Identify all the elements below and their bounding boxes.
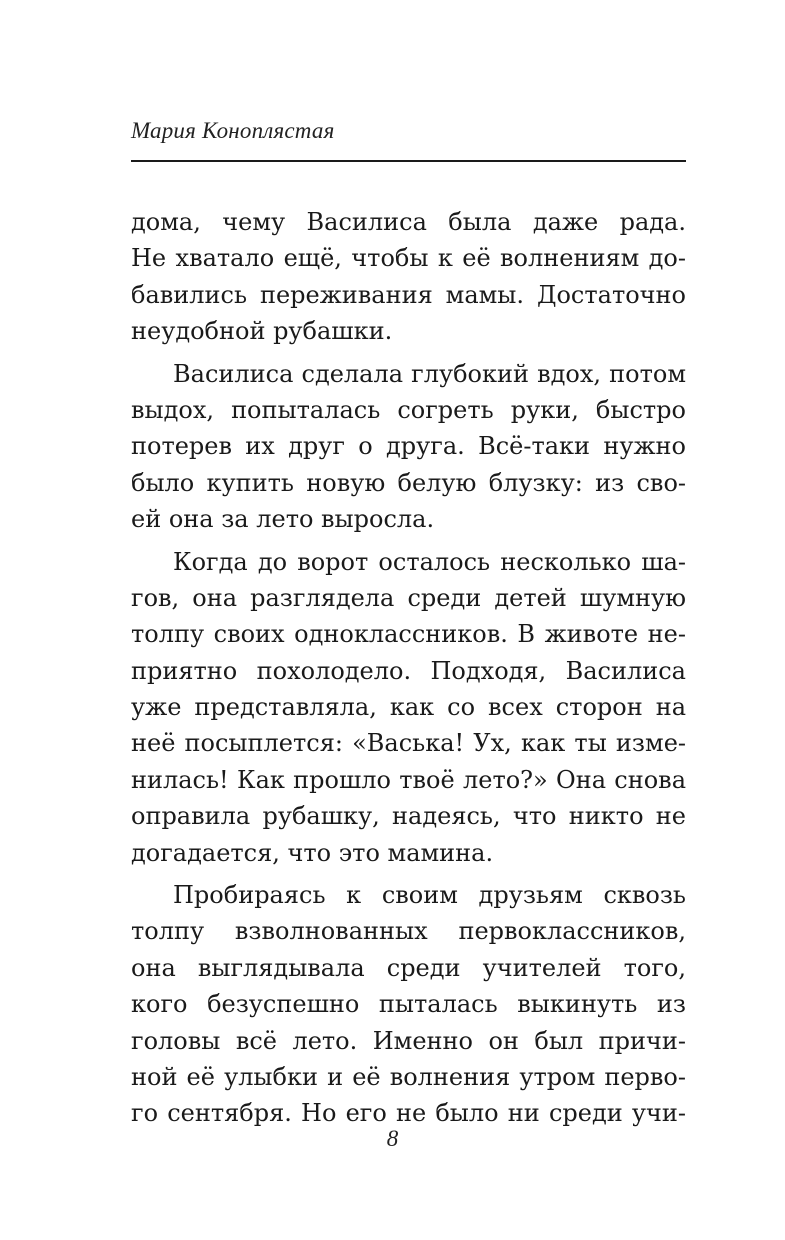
text-line: оправила рубашку, надеясь, что никто не bbox=[131, 802, 686, 831]
text-line: Когда до ворот осталось несколько ша- bbox=[173, 547, 686, 576]
text-line: гов, она разглядела среди детей шумную bbox=[131, 583, 686, 612]
text-line: уже представляла, как со всех сторон на bbox=[131, 693, 686, 722]
paragraph bbox=[131, 544, 686, 872]
text-line: неё посыплется: «Васька! Ух, как ты изме- bbox=[131, 729, 686, 758]
text-line: Василиса сделала глубокий вдох, потом bbox=[173, 359, 686, 388]
paragraph bbox=[131, 204, 686, 350]
text-line: ной её улыбки и её волнения утром перво- bbox=[131, 1062, 686, 1091]
text-line: кого безуспешно пыталась выкинуть из bbox=[131, 990, 686, 1019]
text-line: толпу взволнованных первоклассников, bbox=[131, 917, 686, 946]
paragraph bbox=[131, 356, 686, 538]
text-line: было купить новую белую блузку: из сво- bbox=[131, 468, 686, 497]
text-line: нилась! Как прошло твоё лето?» Она снова bbox=[131, 765, 686, 794]
text-line: дома, чему Василиса была даже рада. bbox=[131, 208, 686, 236]
paragraph bbox=[131, 877, 686, 1132]
text-line: неудобной рубашки. bbox=[131, 317, 393, 346]
text-line: Пробираясь к своим друзьям сквозь bbox=[173, 881, 686, 910]
text-line: го сентября. Но его не было ни среди учи- bbox=[131, 1099, 686, 1128]
header-rule bbox=[131, 160, 686, 162]
text-line: ей она за лето выросла. bbox=[131, 505, 435, 534]
text-line: головы всё лето. Именно он был причи- bbox=[131, 1026, 686, 1055]
text-line: толпу своих одноклассников. В животе не- bbox=[131, 620, 686, 649]
running-head-author: Мария Коноплястая bbox=[131, 118, 335, 143]
text-line: потерев их друг о друга. Всё-таки нужно bbox=[131, 432, 686, 461]
page-number: 8 bbox=[386, 1126, 399, 1151]
text-line: приятно похолодело. Подходя, Василиса bbox=[131, 656, 686, 685]
text-line: выдох, попыталась согреть руки, быстро bbox=[131, 395, 686, 424]
text-line: она выглядывала среди учителей того, bbox=[131, 953, 686, 982]
text-line: бавились переживания мамы. Достаточно bbox=[131, 280, 686, 309]
text-line: Не хватало ещё, чтобы к её волнениям до- bbox=[131, 244, 686, 273]
text-line: догадается, что это мамина. bbox=[131, 838, 494, 867]
body-text bbox=[131, 204, 686, 1132]
